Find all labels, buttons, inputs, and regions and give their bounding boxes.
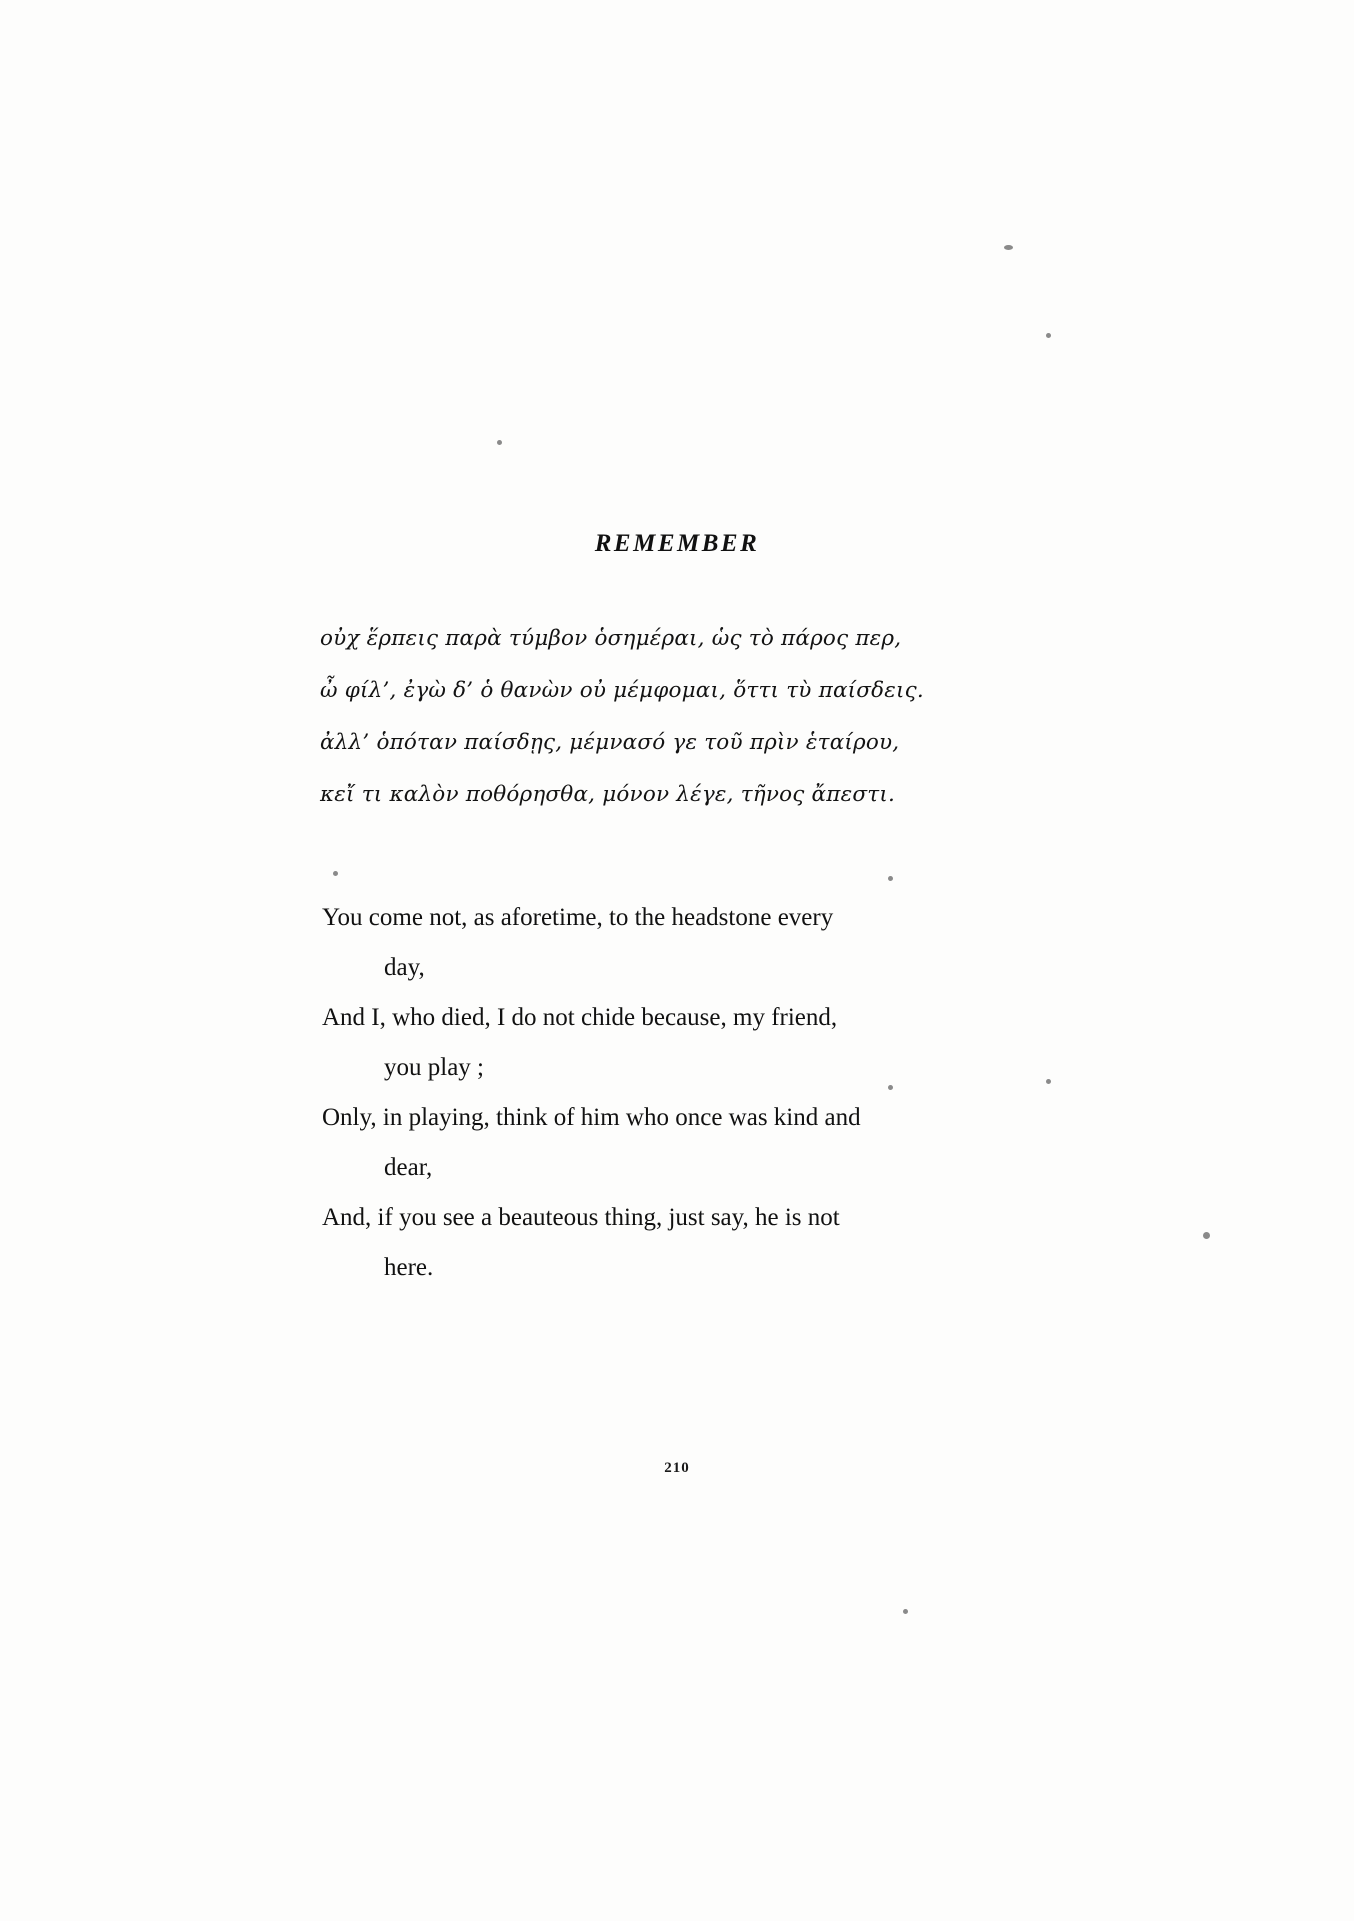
page-number: 210 <box>664 1460 690 1476</box>
greek-line: κεἴ τι καλὸν ποθόρησθα, μόνον λέγε, τῆνος ἄπεστι. <box>320 782 895 807</box>
translation-line: dear, <box>384 1154 433 1181</box>
greek-line: ἀλλ’ ὁπόταν παίσδῃς, μέμνασό γε τοῦ πρὶν ἑταίρου, <box>320 730 900 755</box>
translation-line: You come not, as aforetime, to the headstone every <box>322 904 834 931</box>
translation-line: day, <box>384 954 425 981</box>
translation-line: And I, who died, I do not chide because, my friend, <box>322 1004 838 1031</box>
translation-line: you play ; <box>384 1054 484 1081</box>
translation-line: here. <box>384 1254 434 1281</box>
translation-line: Only, in playing, think of him who once was kind and <box>322 1104 861 1131</box>
translation-line: And, if you see a beauteous thing, just say, he is not <box>322 1204 840 1231</box>
page-title: REMEMBER <box>594 530 760 557</box>
english-translation <box>0 893 1354 1293</box>
scan-speck <box>903 1609 908 1614</box>
greek-line: ὦ φίλ’, ἐγὼ δ’ ὁ θανὼν οὐ μέμφομαι, ὅττι τὺ παίσδεις. <box>320 678 924 703</box>
greek-line: οὐχ ἕρπεις παρὰ τύμβον ὁσημέραι, ὡς τὸ πάρος περ, <box>320 626 902 651</box>
greek-epigram <box>0 613 1354 821</box>
